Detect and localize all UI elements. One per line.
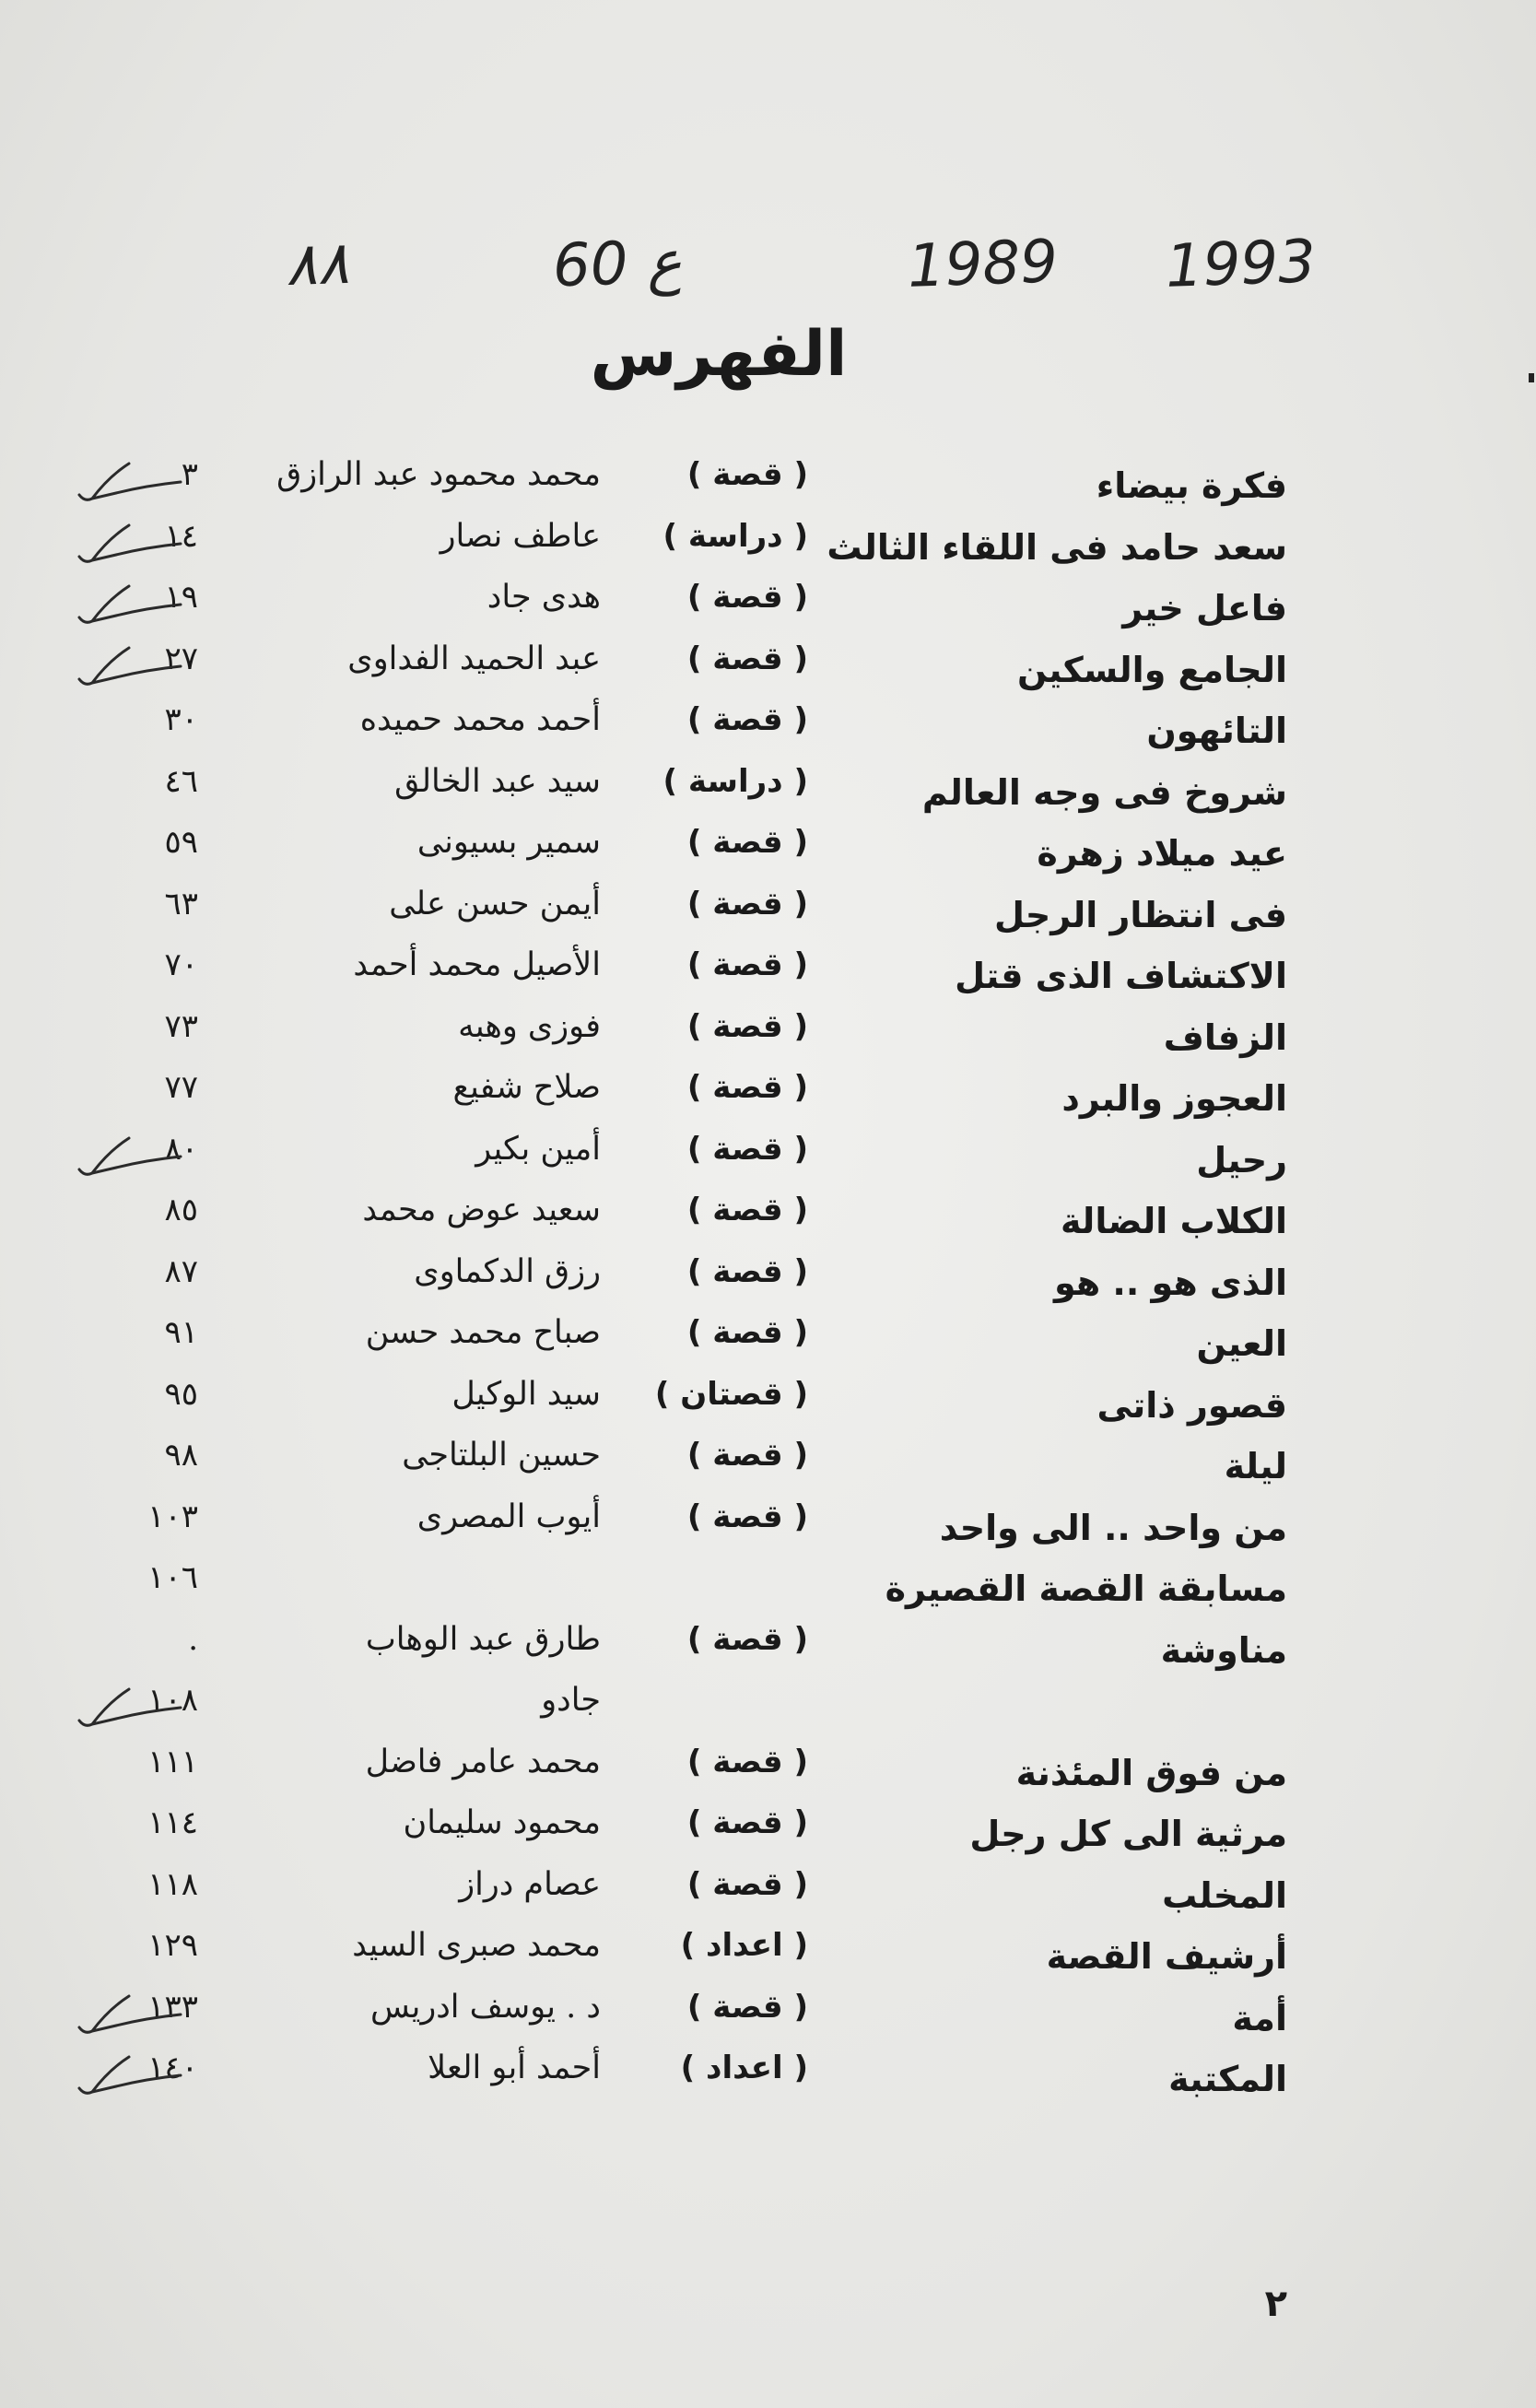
toc-entry-author: محمد عامر فاضل xyxy=(365,1743,601,1780)
toc-row xyxy=(0,1131,1536,1192)
handwritten-year-1989: 1989 xyxy=(906,228,1060,301)
toc-entry-title: فاعل خير xyxy=(1122,588,1287,628)
toc-entry-page: ١١٤ xyxy=(147,1804,198,1841)
toc-row xyxy=(0,1069,1536,1131)
toc-entry-type: ( قصة ) xyxy=(686,1498,808,1535)
toc-entry-page: ٩٨ xyxy=(164,1437,198,1474)
toc-entry-author: طارق عبد الوهاب xyxy=(365,1620,601,1658)
toc-entry-page: ٣٠ xyxy=(164,701,198,738)
toc-row xyxy=(0,1559,1536,1621)
toc-row xyxy=(0,946,1536,1008)
toc-entry-title: شروخ فى وجه العالم xyxy=(921,771,1287,813)
toc-entry-title: رحيل xyxy=(1196,1139,1287,1181)
toc-row xyxy=(0,763,1536,825)
toc-row xyxy=(0,1192,1536,1253)
toc-row xyxy=(0,456,1536,518)
toc-entry-author: محمد صبرى السيد xyxy=(352,1927,601,1964)
toc-entry-page: . xyxy=(188,1620,198,1658)
toc-entry-type: ( قصة ) xyxy=(686,701,808,738)
toc-entry-author: أحمد أبو العلا xyxy=(428,2050,601,2086)
toc-entry-page: ١٠٨ xyxy=(147,1682,198,1719)
toc-entry-type: ( قصة ) xyxy=(686,1865,808,1903)
toc-entry-author: سيد الوكيل xyxy=(451,1375,601,1413)
toc-entry-type: ( قصة ) xyxy=(686,1192,808,1228)
toc-entry-type: ( قصة ) xyxy=(686,1620,808,1658)
toc-row xyxy=(0,1866,1536,1928)
toc-entry-title: الجامع والسكين xyxy=(1016,649,1287,690)
toc-row xyxy=(0,1376,1536,1438)
handwritten-issue: 60 ع xyxy=(551,228,684,301)
toc-entry-type: ( قصة ) xyxy=(686,1988,808,2026)
toc-row xyxy=(0,1314,1536,1376)
toc-entry-title: أرشيف القصة xyxy=(1046,1936,1287,1977)
toc-entry-author: أيوب المصرى xyxy=(416,1498,601,1535)
toc-entry-type: ( قصة ) xyxy=(686,1804,808,1841)
toc-entry-author: د . يوسف ادريس xyxy=(369,1988,601,2026)
toc-entry-type: ( اعداد ) xyxy=(680,2050,808,2086)
toc-entry-title: من واحد .. الى واحد xyxy=(939,1507,1287,1548)
toc-entry-page: ٥٩ xyxy=(164,824,198,861)
toc-entry-page: ٧٣ xyxy=(164,1007,198,1045)
toc-row xyxy=(0,1621,1536,1683)
handwritten-code: ٨٨ xyxy=(284,229,351,300)
toc-row xyxy=(0,1682,1536,1744)
toc-entry-type: ( دراسة ) xyxy=(662,762,808,800)
toc-row xyxy=(0,1744,1536,1805)
toc-entry-page: ٧٠ xyxy=(164,946,198,983)
toc-entry-type: ( قصة ) xyxy=(686,1069,808,1106)
toc-entry-type: ( دراسة ) xyxy=(662,517,808,555)
toc-entry-title: المكتبة xyxy=(1168,2059,1287,2099)
toc-entry-author: محمد محمود عبد الرازق xyxy=(276,456,601,493)
toc-row xyxy=(0,640,1536,702)
toc-entry-page: ٩٥ xyxy=(164,1375,198,1413)
toc-entry-page: ٨٥ xyxy=(164,1192,198,1228)
toc-entry-page: ٨٧ xyxy=(164,1252,198,1290)
toc-entry-author: سمير بسيونى xyxy=(416,824,601,861)
toc-entry-title: التائهون xyxy=(1146,711,1287,751)
toc-entry-type: ( اعداد ) xyxy=(680,1927,808,1964)
toc-entry-author: صلاح شفيع xyxy=(452,1069,601,1106)
toc-entry-type: ( قصتان ) xyxy=(654,1375,808,1413)
toc-row xyxy=(0,518,1536,580)
toc-entry-title: العجوز والبرد xyxy=(1061,1078,1287,1119)
toc-entry-page: ١٩ xyxy=(164,579,198,616)
toc-row xyxy=(0,1804,1536,1866)
toc-entry-title: المخلب xyxy=(1162,1874,1287,1916)
toc-row xyxy=(0,886,1536,947)
toc-entry-type: ( قصة ) xyxy=(686,1314,808,1351)
toc-entry-author: حسين البلتاجى xyxy=(402,1437,601,1474)
toc-entry-page: ١٤٠ xyxy=(147,2050,198,2086)
toc-entry-page: ٣ xyxy=(181,456,198,493)
toc-entry-page: ١٠٦ xyxy=(147,1559,198,1596)
toc-entry-author: صباح محمد حسن xyxy=(365,1314,601,1351)
toc-entry-author: جادو xyxy=(541,1682,601,1719)
toc-entry-title: قصور ذاتى xyxy=(1096,1384,1287,1426)
toc-entry-title: مسابقة القصة القصيرة xyxy=(885,1568,1287,1609)
toc-entry-author: عصام دراز xyxy=(459,1865,601,1903)
toc-entry-page: ١٢٩ xyxy=(147,1927,198,1964)
toc-entry-type: ( قصة ) xyxy=(686,946,808,983)
toc-entry-page: ٤٦ xyxy=(164,762,198,800)
toc-entry-title: الذى هو .. هو xyxy=(1054,1262,1287,1303)
toc-row xyxy=(0,1498,1536,1560)
toc-entry-type: ( قصة ) xyxy=(686,1252,808,1290)
toc-entry-page: ٨٠ xyxy=(164,1130,198,1168)
toc-entry-type: ( قصة ) xyxy=(686,885,808,922)
toc-entry-title: مرثية الى كل رجل xyxy=(969,1814,1287,1854)
toc-entry-type: ( قصة ) xyxy=(686,1437,808,1474)
toc-entry-author: أحمد محمد حميده xyxy=(359,701,601,738)
toc-entry-title: الزفاف xyxy=(1163,1016,1287,1058)
toc-entry-title: مناوشة xyxy=(1160,1629,1287,1671)
toc-entry-title: عيد ميلاد زهرة xyxy=(1037,833,1287,874)
toc-entry-page: ٦٣ xyxy=(164,885,198,922)
toc-entry-title: أمة xyxy=(1232,1997,1287,2038)
toc-row xyxy=(0,1989,1536,2050)
handwritten-year-1993: 1993 xyxy=(1164,228,1318,301)
toc-row xyxy=(0,579,1536,640)
toc-entry-page: ١٠٣ xyxy=(147,1498,198,1535)
page-number: ٢ xyxy=(1264,2283,1287,2325)
toc-entry-author: هدى جاد xyxy=(487,579,601,616)
toc-entry-title: الكلاب الضالة xyxy=(1061,1201,1287,1241)
toc-entry-title: فكرة بيضاء xyxy=(1096,465,1287,506)
toc-entry-title: فى انتظار الرجل xyxy=(994,894,1287,935)
edge-mark xyxy=(1529,373,1534,382)
toc-entry-type: ( قصة ) xyxy=(686,579,808,616)
page-title: الفهرس xyxy=(590,318,848,391)
toc-entry-page: ٩١ xyxy=(164,1314,198,1351)
toc-row xyxy=(0,1927,1536,1989)
toc-entry-author: محمود سليمان xyxy=(403,1804,601,1841)
toc-entry-author: أيمن حسن على xyxy=(389,885,601,922)
toc-entry-type: ( قصة ) xyxy=(686,824,808,861)
toc-entry-page: ٧٧ xyxy=(164,1069,198,1106)
toc-entry-page: ١٤ xyxy=(164,517,198,555)
toc-entry-type: ( قصة ) xyxy=(686,456,808,493)
toc-entry-author: رزق الدكماوى xyxy=(414,1252,601,1290)
toc-entry-author: عبد الحميد الفداوى xyxy=(347,640,601,677)
toc-entry-type: ( قصة ) xyxy=(686,1743,808,1780)
toc-entry-page: ٢٧ xyxy=(164,640,198,677)
toc-entry-title: سعد حامد فى اللقاء الثالث xyxy=(827,526,1287,568)
toc-entry-title: من فوق المئذنة xyxy=(1015,1752,1287,1793)
toc-entry-author: الأصيل محمد أحمد xyxy=(353,946,601,983)
toc-row xyxy=(0,701,1536,763)
toc-entry-author: فوزى وهبه xyxy=(458,1007,601,1045)
toc-entry-type: ( قصة ) xyxy=(686,1007,808,1045)
toc-entry-author: عاطف نصار xyxy=(440,517,601,555)
toc-row xyxy=(0,1437,1536,1498)
toc-entry-title: ليلة xyxy=(1224,1446,1287,1486)
toc-entry-title: العين xyxy=(1196,1323,1287,1364)
toc-entry-title: الاكتشاف الذى قتل xyxy=(955,956,1287,996)
toc-row xyxy=(0,824,1536,886)
toc-row xyxy=(0,2050,1536,2111)
toc-entry-page: ١٣٣ xyxy=(147,1988,198,2026)
table-of-contents xyxy=(0,456,1536,2111)
toc-row xyxy=(0,1253,1536,1315)
toc-entry-type: ( قصة ) xyxy=(686,1130,808,1168)
toc-entry-page: ١١٨ xyxy=(147,1865,198,1903)
toc-entry-page: ١١١ xyxy=(147,1743,198,1780)
toc-entry-type: ( قصة ) xyxy=(686,640,808,677)
toc-entry-author: أمين بكير xyxy=(475,1130,601,1168)
toc-row xyxy=(0,1008,1536,1070)
toc-entry-author: سيد عبد الخالق xyxy=(394,762,601,800)
toc-entry-author: سعيد عوض محمد xyxy=(362,1192,601,1228)
